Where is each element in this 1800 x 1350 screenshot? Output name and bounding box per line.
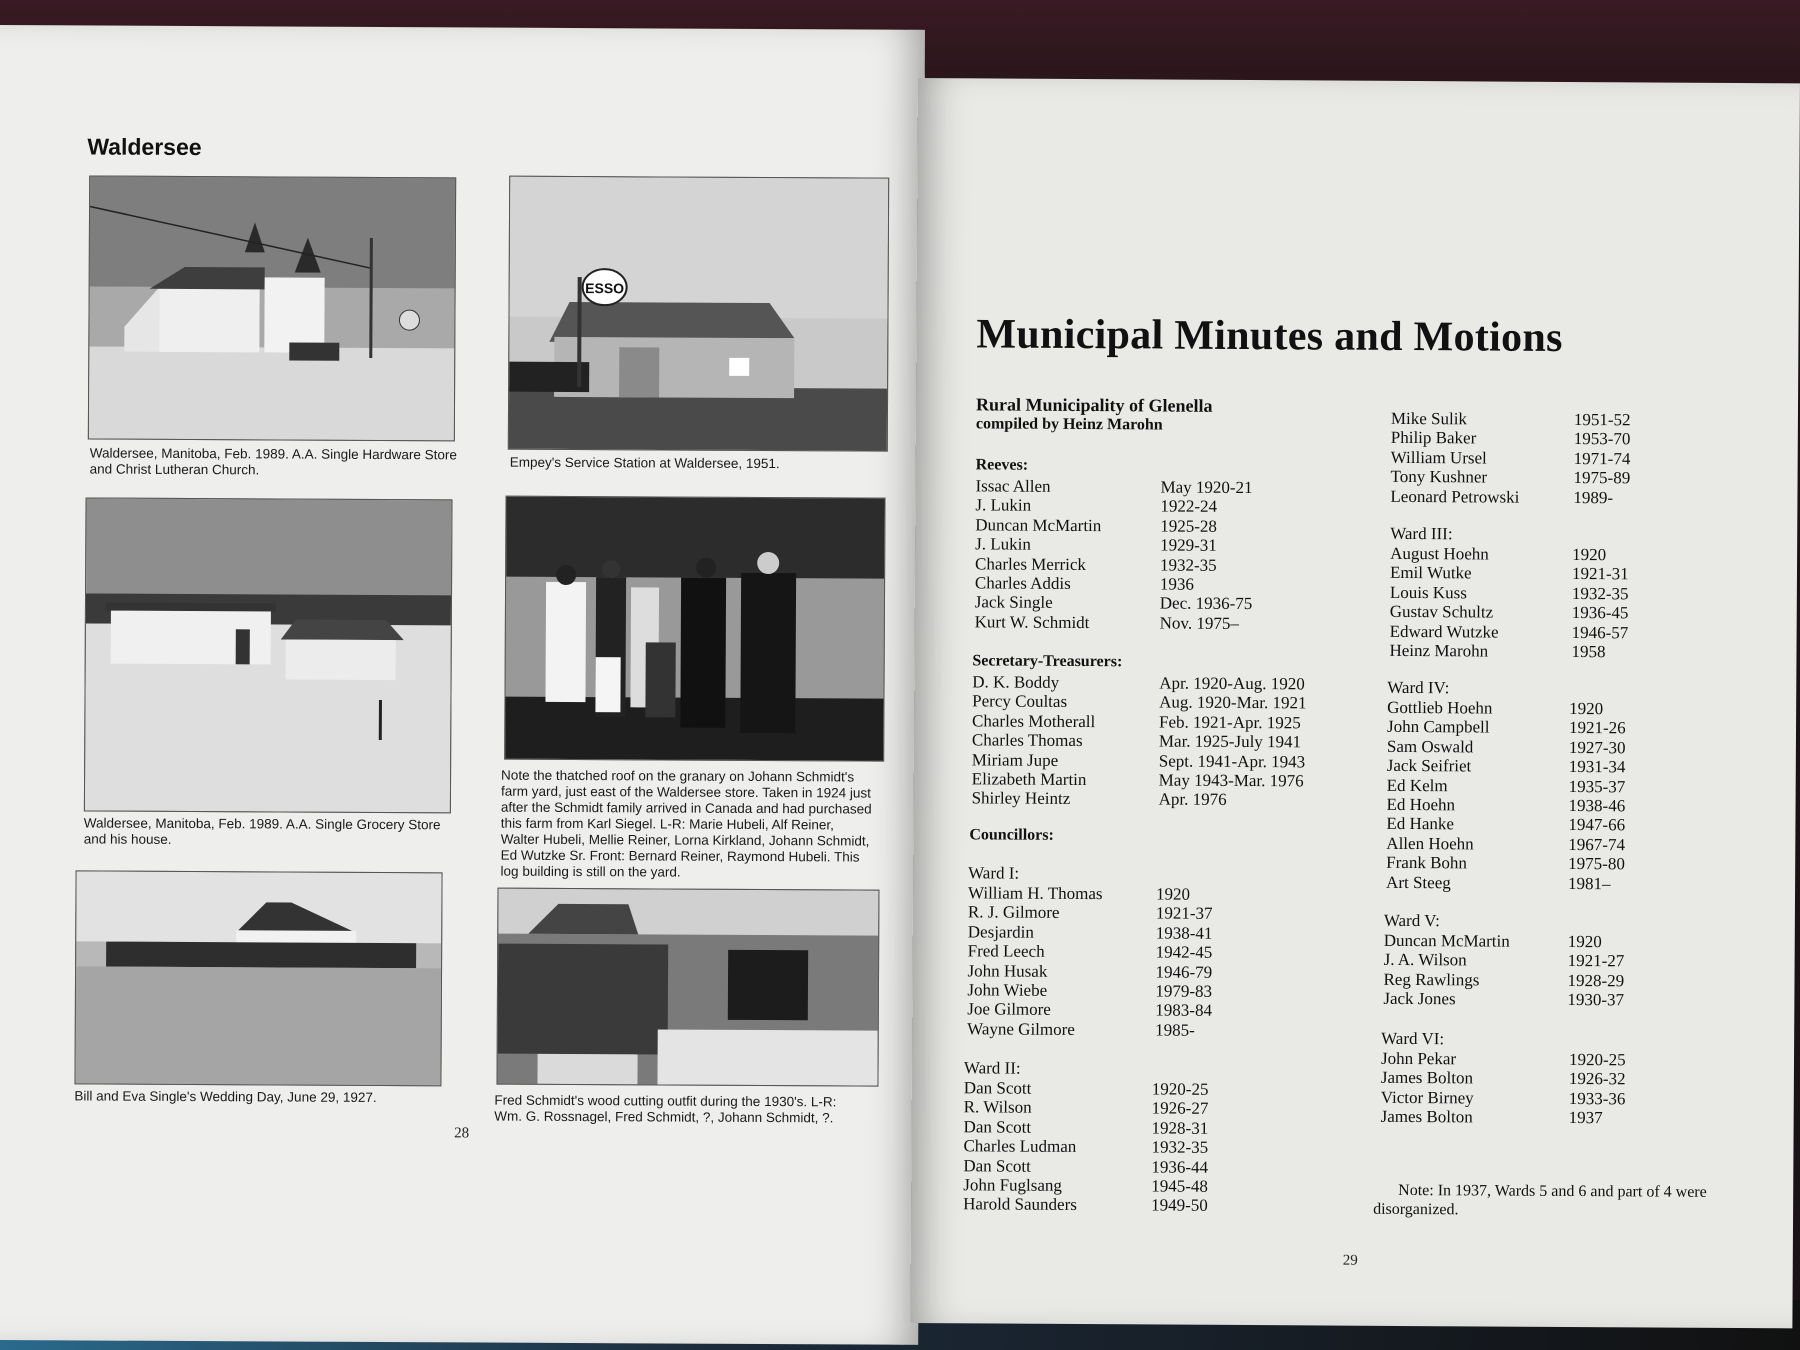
ward-heading: Ward III: (1390, 523, 1453, 544)
secretaries-list (971, 672, 1307, 810)
esso-sign-text: ESSO (585, 280, 625, 297)
ward1-list (967, 883, 1213, 1040)
page-number: 28 (454, 1125, 470, 1142)
photo-hardware-store (88, 175, 456, 441)
photo-caption: Bill and Eva Single's Wedding Day, June 29, 1927. (74, 1088, 377, 1105)
reeves-list (974, 476, 1253, 633)
ward-heading: Ward II: (963, 1058, 1021, 1078)
ward-heading: Ward IV: (1387, 677, 1450, 698)
ward4-list (1386, 697, 1626, 893)
photo-caption: Fred Schmidt's wood cutting outfit during the 1930's. L-R: Wm. G. Rossnagel, Fred Schmidt, ?, Johann Schmidt, ?. (494, 1092, 837, 1126)
photo-caption: Note the thatched roof on the granary on Johann Schmidt's farm yard, just east of the Waldersee store. Taken in 1924 just after the Schmidt family arrived in Canada and had purchased this farm from Karl Siegel. L-R: Marie Hubeli, Alf Reiner, Walter Hubeli, Mellie Reiner, Lorna Kirkland, Johann Schmidt, Ed Wutzke Sr. Front: Bernard Reiner, Raymond Hubeli. This log building is still on the yard. (500, 767, 872, 880)
photo-caption: Waldersee, Manitoba, Feb. 1989. A.A. Single Grocery Store and his house. (83, 815, 441, 847)
ward-heading: Ward VI: (1381, 1028, 1445, 1049)
councillors-heading: Councillors: (969, 826, 1054, 844)
ward2-continued-list (1390, 408, 1631, 507)
photo-wood-cutting (496, 888, 879, 1087)
photo-grocery-store (84, 497, 453, 813)
left-page (0, 25, 925, 1345)
ward2-list (963, 1078, 1209, 1216)
photo-caption: Waldersee, Manitoba, Feb. 1989. A.A. Single Hardware Store and Christ Lutheran Church. (89, 445, 457, 478)
reeves-heading: Reeves: (975, 456, 1029, 474)
photo-service-station (508, 176, 889, 452)
page-number: 29 (1342, 1252, 1358, 1269)
ward-heading: Ward I: (968, 863, 1020, 883)
footnote: Note: In 1937, Wards 5 and 6 and part of 4 were disorganized. (1373, 1181, 1707, 1219)
organization-name: Rural Municipality of Glenella (975, 394, 1213, 416)
right-page (910, 78, 1800, 1328)
compiler-credit: compiled by Heinz Marohn (975, 415, 1163, 434)
ward-heading: Ward V: (1383, 910, 1440, 931)
photo-wedding-day (74, 870, 442, 1086)
section-title: Waldersee (87, 133, 202, 161)
ward3-list (1389, 543, 1629, 662)
page-title: Municipal Minutes and Motions (976, 311, 1563, 361)
secretaries-heading: Secretary-Treasurers: (972, 652, 1123, 671)
photo-family-group (504, 496, 885, 762)
photo-caption: Empey's Service Station at Waldersee, 1951. (509, 454, 780, 472)
